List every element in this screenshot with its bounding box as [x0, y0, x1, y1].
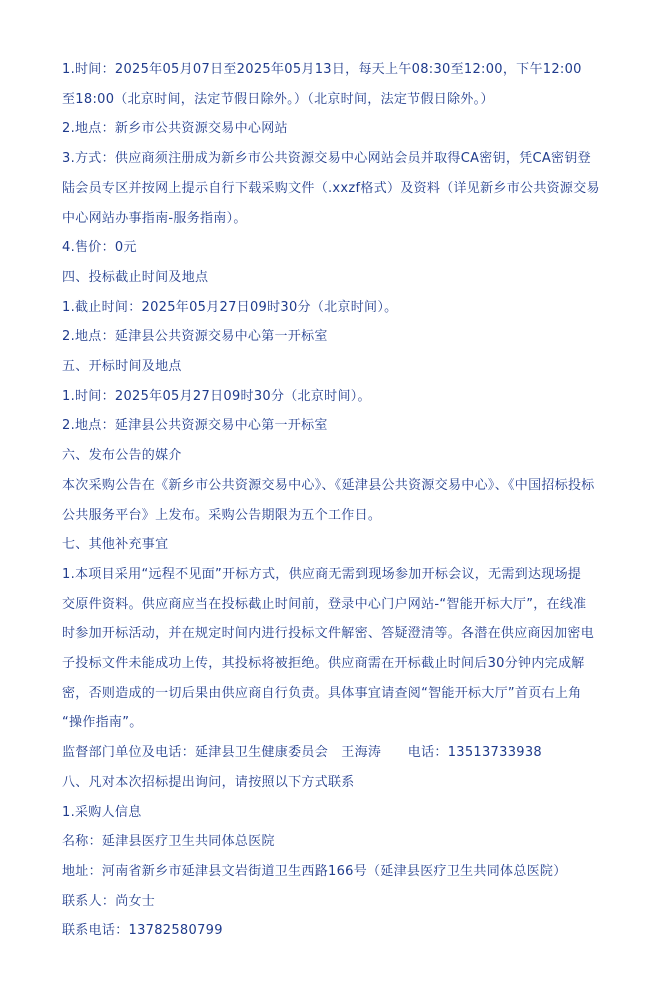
- text-line: 至18:00（北京时间，法定节假日除外。）（北京时间，法定节假日除外。）: [62, 91, 494, 107]
- contact-phone-line: 联系电话：13782580799: [62, 923, 223, 939]
- text-line: 1.时间：2025年05月27日09时30分（北京时间）。: [62, 388, 371, 404]
- text-line: 1.截止时间：2025年05月27日09时30分（北京时间）。: [62, 299, 398, 315]
- text-line: 1.采购人信息: [62, 804, 142, 820]
- section-heading: 六、发布公告的媒介: [62, 448, 182, 464]
- text-line: 4.售价：0元: [62, 240, 137, 256]
- contact-person-line: 联系人：尚女士: [62, 893, 156, 909]
- section-heading: 四、投标截止时间及地点: [62, 269, 209, 285]
- text-line: “操作指南”。: [62, 715, 143, 731]
- purchaser-address-line: 地址：河南省新乡市延津县文岩街道卫生西路166号（延津县医疗卫生共同体总医院）: [62, 863, 567, 879]
- text-line: 交原件资料。供应商应当在投标截止时间前，登录中心门户网站-“智能开标大厅”，在线准: [62, 596, 587, 612]
- text-line: 2.地点：延津县公共资源交易中心第一开标室: [62, 329, 328, 345]
- supervision-contact-line: 监督部门单位及电话：延津县卫生健康委员会 王海涛 电话：13513733938: [62, 745, 542, 761]
- section-heading: 八、凡对本次招标提出询问，请按照以下方式联系: [62, 774, 355, 790]
- text-line: 3.方式：供应商须注册成为新乡市公共资源交易中心网站会员并取得CA密钥，凭CA密钥登: [62, 151, 591, 167]
- text-line: 子投标文件未能成功上传，其投标将被拒绝。供应商需在开标截止时间后30分钟内完成解: [62, 656, 585, 672]
- section-heading: 七、其他补充事宜: [62, 537, 169, 553]
- text-line: 2.地点：延津县公共资源交易中心第一开标室: [62, 418, 328, 434]
- text-line: 1.本项目采用“远程不见面”开标方式，供应商无需到现场参加开标会议，无需到达现场提: [62, 566, 582, 582]
- purchaser-name-line: 名称：延津县医疗卫生共同体总医院: [62, 834, 275, 850]
- text-line: 1.时间：2025年05月07日至2025年05月13日，每天上午08:30至12:00，下午12:00: [62, 62, 582, 77]
- text-line: 陆会员专区并按网上提示自行下载采购文件（.xxzf格式）及资料（详见新乡市公共资源交易: [62, 180, 600, 196]
- section-heading: 五、开标时间及地点: [62, 359, 182, 375]
- text-line: 密，否则造成的一切后果由供应商自行负责。具体事宜请查阅“智能开标大厅”首页右上角: [62, 685, 582, 701]
- text-line: 本次采购公告在《新乡市公共资源交易中心》、《延津县公共资源交易中心》、《中国招标投标: [62, 477, 595, 493]
- text-line: 时参加开标活动，并在规定时间内进行投标文件解密、答疑澄清等。各潜在供应商因加密电: [62, 626, 595, 642]
- text-line: 公共服务平台》上发布。采购公告期限为五个工作日。: [62, 507, 382, 523]
- text-line: 中心网站办事指南-服务指南）。: [62, 210, 247, 226]
- text-line: 2.地点：新乡市公共资源交易中心网站: [62, 121, 288, 137]
